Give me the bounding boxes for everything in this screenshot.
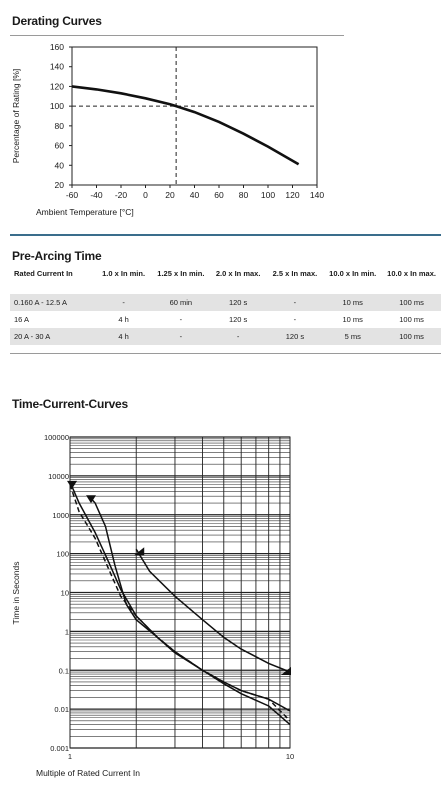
table-cell: 60 min: [152, 294, 210, 311]
table-cell: -: [179, 315, 183, 324]
tcc-curve-4: [136, 549, 290, 672]
table-cell: 20 A - 30 A: [10, 328, 95, 345]
table-cell: 100 ms: [399, 315, 424, 324]
pre-arcing-header-cell: 2.0 x In max.: [215, 268, 261, 278]
derating-x-tick-label: 0: [143, 190, 148, 200]
table-cell: 5 ms: [323, 328, 382, 345]
tcc-x-tick-label: 1: [67, 752, 73, 761]
pre-arcing-header-cell: 10.0 x In max.: [387, 268, 436, 278]
derating-y-tick-label: 160: [49, 42, 64, 52]
table-cell: 120 s: [228, 315, 248, 324]
tcc-title: Time-Current-Curves: [12, 397, 129, 411]
derating-y-tick-label: 40: [54, 160, 64, 171]
pre-arcing-header-cell: Rated Current In: [14, 268, 73, 278]
tcc-y-tick-label: 0.01: [54, 705, 69, 715]
tcc-y-tick-label: 0.1: [58, 666, 69, 676]
tcc-y-tick-label: 0.001: [50, 744, 69, 753]
table-cell: 100 ms: [382, 328, 441, 345]
derating-title: Derating Curves: [12, 14, 102, 28]
tcc-x-tick-label: 10: [285, 752, 295, 761]
table-cell: 10 ms: [342, 315, 363, 324]
derating-y-tick-label: 100: [49, 101, 64, 112]
table-cell: 4 h: [95, 328, 152, 345]
pre-arcing-header-cell: 1.25 x In min.: [157, 268, 205, 278]
pre-arcing-title: Pre-Arcing Time: [12, 249, 102, 263]
table-cell: 120 s: [267, 328, 324, 345]
derating-y-tick-label: 60: [54, 140, 64, 151]
derating-x-tick-label: 140: [309, 190, 325, 200]
table-row: [10, 328, 441, 345]
pre-arcing-header-row: [10, 264, 441, 282]
tcc-x-axis-label: Multiple of Rated Current In: [36, 768, 140, 778]
tcc-y-tick-label: 1000: [52, 510, 69, 520]
derating-y-tick-label: 20: [54, 180, 64, 190]
derating-x-axis-label: Ambient Temperature [°C]: [36, 207, 134, 217]
tcc-y-tick-label: 100: [56, 549, 69, 559]
derating-chart: [0, 35, 441, 255]
tcc-y-tick-label: 10000: [48, 471, 69, 481]
derating-x-tick-label: 100: [260, 190, 276, 200]
table-cell: 16 A: [14, 315, 30, 324]
derating-y-tick-label: 120: [49, 81, 64, 92]
pre-arcing-table: [10, 264, 441, 345]
pre-arcing-top-rule: [10, 234, 441, 236]
derating-y-tick-label: 140: [49, 61, 64, 72]
derating-x-tick-label: 60: [214, 190, 224, 200]
derating-y-axis-label: Percentage of Rating [%]: [11, 68, 21, 164]
derating-x-tick-label: 20: [165, 190, 175, 200]
pre-arcing-header-cell: 10.0 x In min.: [329, 268, 377, 278]
tcc-y-tick-label: 1: [64, 627, 69, 637]
derating-x-tick-label: -20: [114, 190, 128, 200]
tcc-y-tick-label: 10: [60, 588, 69, 598]
pre-arcing-header-cell: 2.5 x In max.: [272, 268, 318, 278]
derating-x-tick-label: 80: [238, 190, 249, 200]
table-cell: -: [95, 294, 152, 311]
table-cell: -: [293, 315, 297, 324]
table-cell: -: [267, 294, 324, 311]
derating-plot-frame: [72, 47, 317, 185]
derating-x-tick-label: -60: [65, 190, 79, 200]
table-cell: 100 ms: [382, 294, 441, 311]
table-row: [10, 294, 441, 311]
derating-x-tick-label: -40: [90, 190, 103, 200]
tcc-y-axis-label: Time in Seconds: [11, 561, 21, 625]
time-current-chart: [0, 418, 441, 788]
derating-x-tick-label: 120: [285, 190, 300, 200]
derating-x-tick-label: 40: [189, 190, 200, 200]
table-cell: 4 h: [118, 315, 129, 324]
table-cell: -: [152, 328, 210, 345]
table-cell: -: [210, 328, 267, 345]
derating-curve: [72, 86, 299, 164]
table-cell: 10 ms: [323, 294, 382, 311]
table-row: [10, 311, 441, 328]
table-cell: 0.160 A - 12.5 A: [10, 294, 95, 311]
pre-arcing-bottom-rule: [10, 353, 441, 354]
pre-arcing-header-cell: 1.0 x In min.: [102, 268, 146, 278]
table-cell: 120 s: [210, 294, 267, 311]
derating-y-tick-label: 80: [54, 120, 64, 131]
tcc-y-tick-label: 100000: [43, 433, 69, 442]
